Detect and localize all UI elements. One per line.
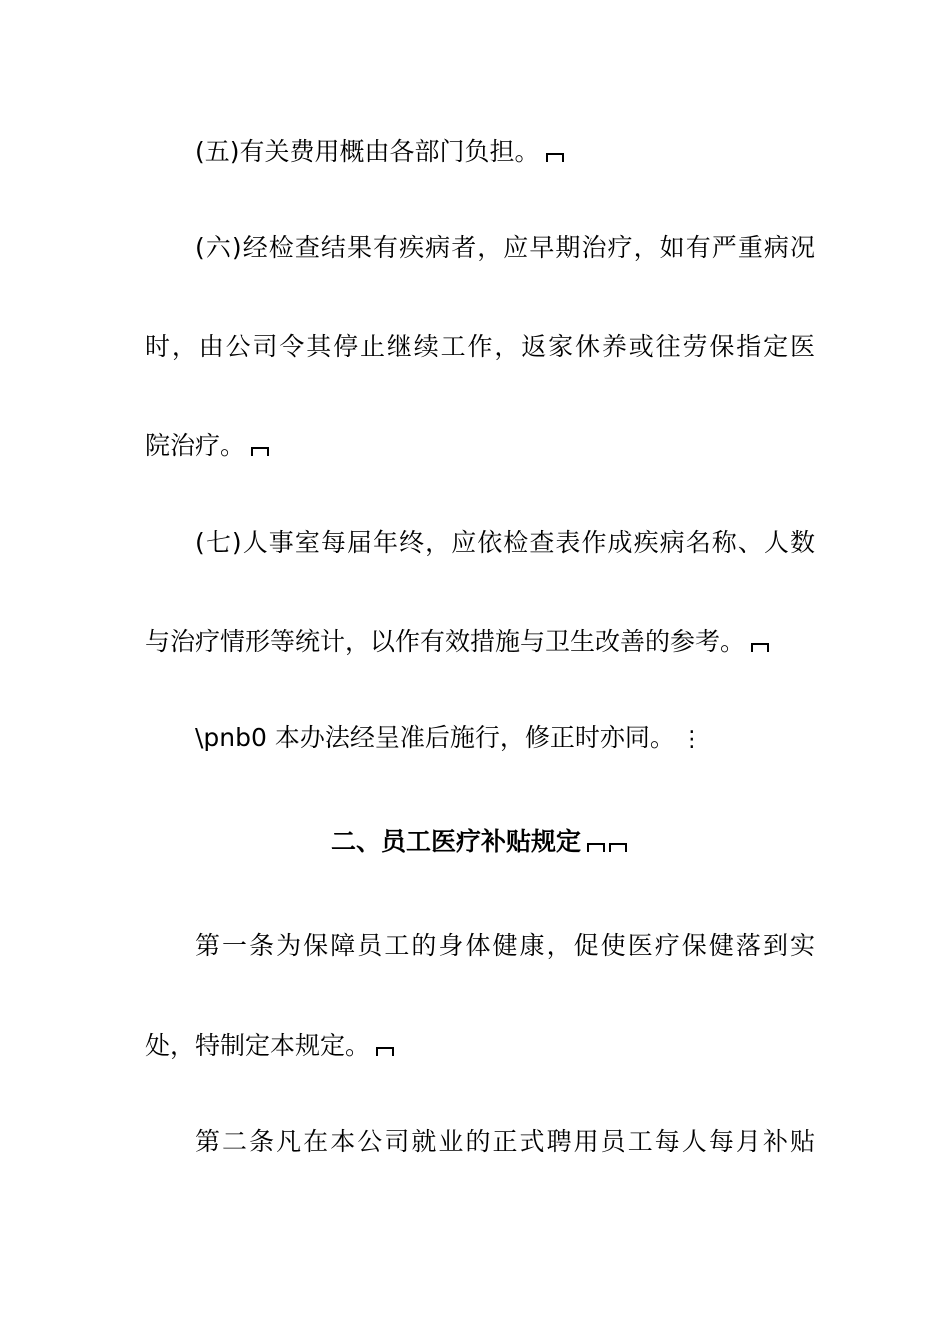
paragraph-seven-line-2 [145,622,815,662]
article-one-line-1: 第一条为保障员工的身体健康，促使医疗保健落到实 [195,931,815,960]
paragraph-seven-line-1: (七)人事室每届年终，应依检查表作成疾病名称、人数 [195,528,815,557]
paragraph-six-line-3-text: 院治疗。 [145,431,246,460]
paragraph-five [195,132,815,172]
paragraph-seven-line-2-text: 与治疗情形等统计，以作有效措施与卫生改善的参考。 [145,627,746,656]
section-heading-text: 二、员工医疗补贴规定 [330,827,581,856]
paragraph-mark-icon [585,840,607,852]
article-two-line-1: 第二条凡在本公司就业的正式聘用员工每人每月补贴 [195,1127,815,1156]
vertical-dots-icon: ⋮ [680,727,703,752]
paragraph-mark-icon [374,1044,396,1056]
paragraph-six-line-3 [145,426,815,466]
paragraph-five-text: (五)有关费用概由各部门负担。 [195,137,540,166]
paragraph-mark-icon [749,640,771,652]
paragraph-mark-icon [607,840,629,852]
paragraph-mark-icon [249,444,271,456]
article-one-line-2-text: 处，特制定本规定。 [145,1031,371,1060]
paragraph-six-line-2: 时，由公司令其停止继续工作，返家休养或往劳保指定医 [145,332,815,361]
section-heading [145,822,815,862]
closing-clause [195,718,815,758]
closing-clause-text: \pnb0 本办法经呈准后施行，修正时亦同。 [195,723,675,752]
paragraph-six-line-1: (六)经检查结果有疾病者，应早期治疗，如有严重病况 [195,233,815,262]
paragraph-mark-icon [544,150,566,162]
article-one-line-2 [145,1026,815,1066]
